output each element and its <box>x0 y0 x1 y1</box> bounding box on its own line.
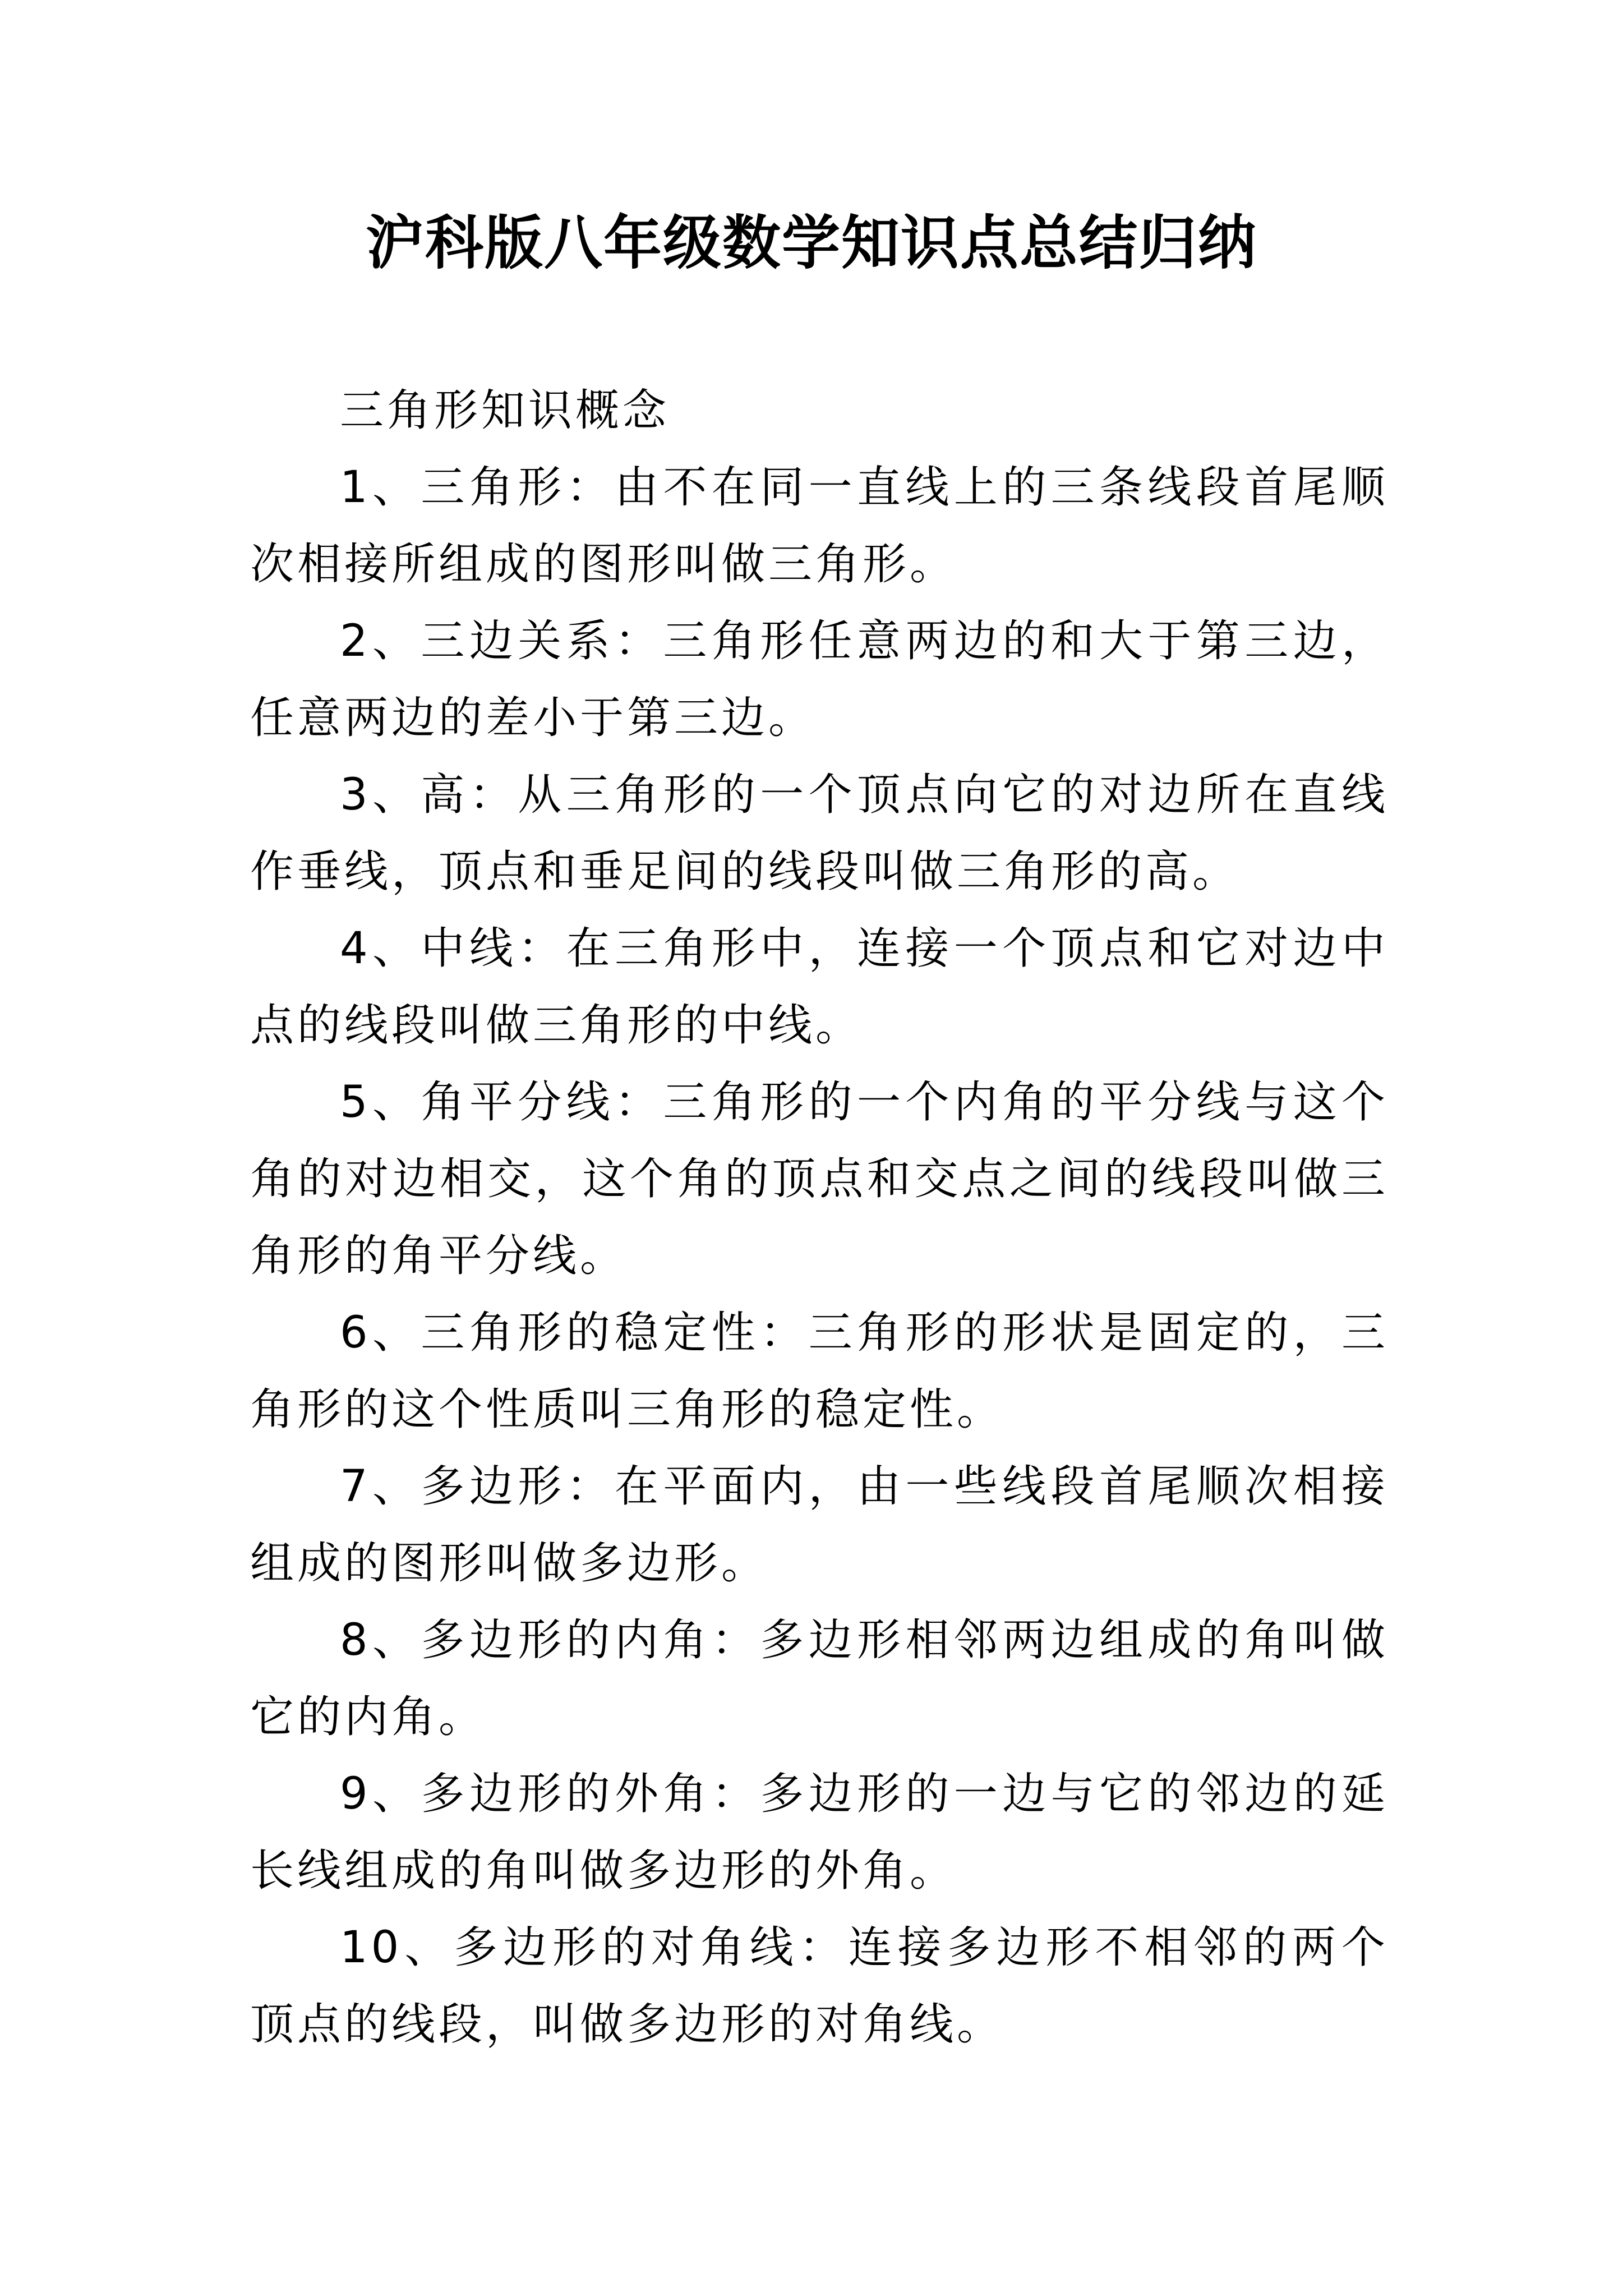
knowledge-item-8: 8、多边形的内角：多边形相邻两边组成的角叫做它的内角。 <box>250 1615 1389 1742</box>
section-heading: 三角形知识概念 <box>340 385 670 436</box>
knowledge-item-10: 10、多边形的对角线：连接多边形不相邻的两个顶点的线段，叫做多边形的对角线。 <box>250 1922 1389 2050</box>
document-body <box>250 372 1389 2063</box>
knowledge-item-7: 7、多边形：在平面内，由一些线段首尾顺次相接组成的图形叫做多边形。 <box>250 1461 1389 1589</box>
knowledge-item-2: 2、三边关系：三角形任意两边的和大于第三边，任意两边的差小于第三边。 <box>250 616 1389 743</box>
document-title: 沪科版八年级数学知识点总结归纳 <box>365 208 1257 277</box>
knowledge-item-4: 4、中线：在三角形中，连接一个顶点和它对边中点的线段叫做三角形的中线。 <box>250 923 1389 1051</box>
knowledge-item-3: 3、高：从三角形的一个顶点向它的对边所在直线作垂线，顶点和垂足间的线段叫做三角形的高。 <box>250 770 1389 897</box>
knowledge-item-5: 5、角平分线：三角形的一个内角的平分线与这个角的对边相交，这个角的顶点和交点之间的线段叫做三角形的角平分线。 <box>250 1077 1389 1281</box>
knowledge-item-6: 6、三角形的稳定性：三角形的形状是固定的，三角形的这个性质叫三角形的稳定性。 <box>250 1308 1389 1435</box>
knowledge-item-1: 1、三角形：由不在同一直线上的三条线段首尾顺次相接所组成的图形叫做三角形。 <box>250 462 1389 590</box>
knowledge-item-9: 9、多边形的外角：多边形的一边与它的邻边的延长线组成的角叫做多边形的外角。 <box>250 1769 1389 1896</box>
